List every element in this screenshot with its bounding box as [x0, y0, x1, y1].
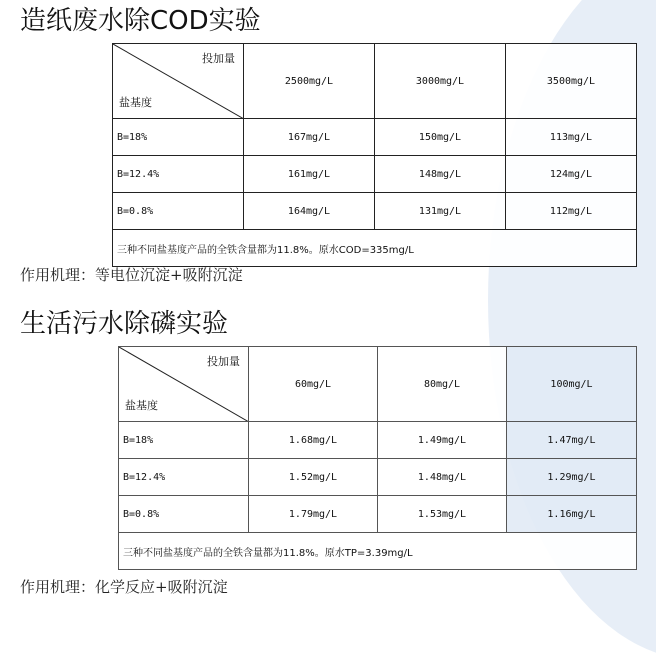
table-cell: 1.68mg/L: [249, 422, 378, 459]
table-cell: 1.48mg/L: [378, 459, 507, 496]
table-cell: 1.53mg/L: [378, 496, 507, 533]
table-row: [119, 496, 637, 533]
column-header: 3500mg/L: [506, 44, 637, 119]
table-cell: 164mg/L: [244, 193, 375, 230]
tp-section-title: 生活污水除磷实验: [20, 309, 229, 339]
table-cell: 124mg/L: [506, 156, 637, 193]
column-header: 2500mg/L: [244, 44, 375, 119]
dosage-header-label: 投加量: [207, 355, 240, 368]
basicity-header-label: 盐基度: [125, 399, 158, 412]
table-cell: 112mg/L: [506, 193, 637, 230]
cod-mechanism-text: 作用机理：等电位沉淀+吸附沉淀: [20, 266, 243, 284]
table-row: [119, 459, 637, 496]
table-row: [119, 422, 637, 459]
row-label: B=12.4%: [119, 459, 249, 496]
table-cell: 1.52mg/L: [249, 459, 378, 496]
table-cell: 150mg/L: [375, 119, 506, 156]
table-cell: 1.79mg/L: [249, 496, 378, 533]
tp-results-table: [118, 346, 637, 570]
dosage-header-label: 投加量: [202, 52, 235, 65]
table-cell: 161mg/L: [244, 156, 375, 193]
table-cell: 167mg/L: [244, 119, 375, 156]
table-cell: 1.16mg/L: [507, 496, 637, 533]
table-row: [113, 193, 637, 230]
table-cell: 148mg/L: [375, 156, 506, 193]
table-cell: 1.47mg/L: [507, 422, 637, 459]
table-note-row: [119, 533, 637, 570]
table-header-row: [119, 347, 637, 422]
row-label: B=12.4%: [113, 156, 244, 193]
table-header-row: [113, 44, 637, 119]
basicity-header-label: 盐基度: [119, 96, 152, 109]
table-note-row: [113, 230, 637, 267]
tp-mechanism-text: 作用机理：化学反应+吸附沉淀: [20, 578, 228, 596]
table-corner-cell: [119, 347, 249, 422]
row-label: B=0.8%: [119, 496, 249, 533]
cod-section-title: 造纸废水除COD实验: [20, 6, 261, 36]
column-header: 100mg/L: [507, 347, 637, 422]
table-cell: 113mg/L: [506, 119, 637, 156]
row-label: B=0.8%: [113, 193, 244, 230]
table-note: 三种不同盐基度产品的全铁含量都为11.8%。原水TP=3.39mg/L: [119, 533, 637, 570]
table-row: [113, 156, 637, 193]
cod-results-table: [112, 43, 637, 267]
table-corner-cell: [113, 44, 244, 119]
table-cell: 1.49mg/L: [378, 422, 507, 459]
column-header: 3000mg/L: [375, 44, 506, 119]
column-header: 60mg/L: [249, 347, 378, 422]
row-label: B=18%: [113, 119, 244, 156]
table-row: [113, 119, 637, 156]
column-header: 80mg/L: [378, 347, 507, 422]
table-cell: 131mg/L: [375, 193, 506, 230]
table-cell: 1.29mg/L: [507, 459, 637, 496]
table-note: 三种不同盐基度产品的全铁含量都为11.8%。原水COD=335mg/L: [113, 230, 637, 267]
row-label: B=18%: [119, 422, 249, 459]
